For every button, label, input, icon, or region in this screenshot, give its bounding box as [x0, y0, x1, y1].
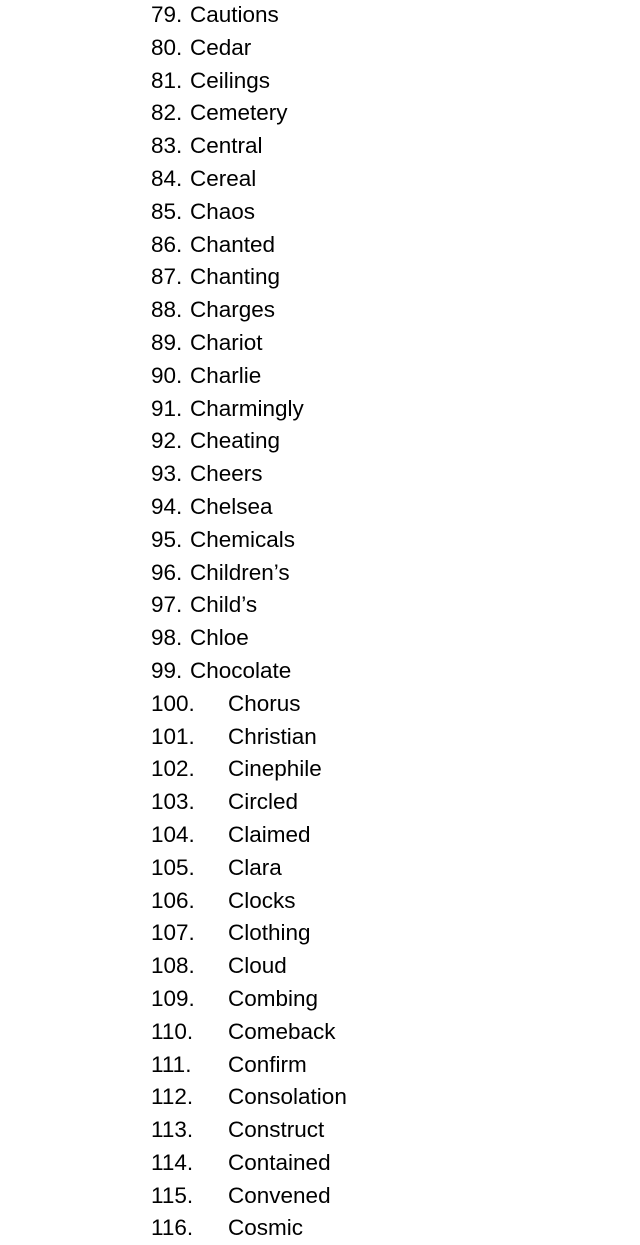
list-item — [0, 294, 640, 327]
list-item-word: Ceilings — [190, 67, 271, 93]
list-item-number: 88. — [151, 297, 183, 323]
list-item — [0, 753, 640, 786]
list-item-number: 95. — [151, 526, 183, 552]
list-item-number: 103. — [151, 789, 195, 815]
list-item — [0, 1049, 640, 1082]
list-item — [0, 589, 640, 622]
list-item — [0, 655, 640, 688]
list-item — [0, 393, 640, 426]
list-item — [0, 688, 640, 721]
list-item-number: 111. — [151, 1051, 192, 1077]
list-item-word: Chanted — [190, 231, 276, 257]
list-item-number: 89. — [151, 329, 183, 355]
list-item-number: 109. — [151, 985, 195, 1011]
list-item — [0, 819, 640, 852]
list-item-number: 100. — [151, 690, 195, 716]
list-item — [0, 360, 640, 393]
list-item-number: 83. — [151, 133, 183, 159]
list-item — [0, 458, 640, 491]
list-item-word: Child’s — [190, 592, 258, 618]
list-item — [0, 721, 640, 754]
list-item-word: Cloud — [228, 953, 287, 979]
list-item-word: Cereal — [190, 165, 257, 191]
list-item-number: 91. — [151, 395, 183, 421]
list-item — [0, 1081, 640, 1114]
list-item-word: Central — [190, 133, 263, 159]
list-item-number: 94. — [151, 493, 183, 519]
list-item-number: 110. — [151, 1018, 194, 1044]
list-item-word: Clothing — [228, 920, 311, 946]
list-item-word: Charlie — [190, 362, 262, 388]
list-item-word: Chaos — [190, 198, 256, 224]
list-item — [0, 196, 640, 229]
list-item-number: 80. — [151, 34, 183, 60]
list-item-number: 81. — [151, 67, 183, 93]
list-item-word: Cedar — [190, 34, 252, 60]
list-item-word: Circled — [228, 789, 299, 815]
list-item-number: 87. — [151, 264, 183, 290]
list-item — [0, 1180, 640, 1213]
list-item — [0, 1147, 640, 1180]
list-item-word: Construct — [228, 1117, 325, 1143]
list-item — [0, 97, 640, 130]
list-item — [0, 950, 640, 983]
list-item-word: Consolation — [228, 1084, 347, 1110]
list-item-word: Chanting — [190, 264, 281, 290]
list-item-number: 93. — [151, 461, 183, 487]
list-item — [0, 229, 640, 262]
list-item-number: 82. — [151, 100, 183, 126]
list-item-word: Chocolate — [190, 657, 292, 683]
list-item-word: Comeback — [228, 1018, 336, 1044]
list-item-number: 108. — [151, 953, 195, 979]
list-item — [0, 852, 640, 885]
list-item-word: Cheers — [190, 461, 263, 487]
list-item-word: Cinephile — [228, 756, 322, 782]
list-item — [0, 32, 640, 65]
list-item-word: Cosmic — [228, 1215, 304, 1241]
list-item — [0, 786, 640, 819]
list-item-word: Christian — [228, 723, 317, 749]
list-item-word: Chorus — [228, 690, 301, 716]
list-item — [0, 885, 640, 918]
list-item-number: 90. — [151, 362, 183, 388]
list-item-number: 96. — [151, 559, 183, 585]
list-item-word: Claimed — [228, 821, 311, 847]
list-item — [0, 622, 640, 655]
list-item — [0, 1016, 640, 1049]
list-item — [0, 163, 640, 196]
list-item-number: 105. — [151, 854, 195, 880]
list-item-word: Cautions — [190, 2, 279, 27]
list-item-word: Clara — [228, 854, 282, 880]
list-item-word: Children’s — [190, 559, 290, 585]
list-item-number: 99. — [151, 657, 183, 683]
list-item-number: 98. — [151, 625, 183, 651]
list-item-number: 86. — [151, 231, 183, 257]
list-item — [0, 1114, 640, 1147]
list-item-word: Chemicals — [190, 526, 296, 552]
list-item — [0, 983, 640, 1016]
list-item-number: 113. — [151, 1117, 194, 1143]
list-item-word: Contained — [228, 1149, 331, 1175]
list-item — [0, 261, 640, 294]
list-item-number: 92. — [151, 428, 183, 454]
list-item-number: 97. — [151, 592, 183, 618]
list-item — [0, 130, 640, 163]
list-item — [0, 65, 640, 98]
list-item-number: 115. — [151, 1182, 194, 1208]
list-item-word: Cheating — [190, 428, 281, 454]
list-item-word: Chelsea — [190, 493, 273, 519]
list-item-word: Clocks — [228, 887, 296, 913]
list-item-number: 102. — [151, 756, 195, 782]
list-item-number: 101. — [151, 723, 195, 749]
list-item-word: Chloe — [190, 625, 249, 651]
list-item-word: Charges — [190, 297, 276, 323]
list-item — [0, 0, 640, 32]
list-item-word: Combing — [228, 985, 319, 1011]
list-item-number: 106. — [151, 887, 195, 913]
list-item-number: 107. — [151, 920, 195, 946]
list-item-word: Cemetery — [190, 100, 288, 126]
list-item — [0, 557, 640, 590]
list-item — [0, 327, 640, 360]
list-item-number: 79. — [151, 2, 183, 27]
list-item-word: Charmingly — [190, 395, 304, 421]
list-item — [0, 917, 640, 950]
list-item-word: Confirm — [228, 1051, 307, 1077]
list-item-word: Convened — [228, 1182, 331, 1208]
list-item-number: 116. — [151, 1215, 194, 1241]
list-item-number: 84. — [151, 165, 183, 191]
list-item-number: 85. — [151, 198, 183, 224]
list-item — [0, 425, 640, 458]
list-item — [0, 491, 640, 524]
list-item-number: 112. — [151, 1084, 194, 1110]
list-item-number: 104. — [151, 821, 195, 847]
list-item-number: 114. — [151, 1149, 194, 1175]
list-item — [0, 524, 640, 557]
list-item-word: Chariot — [190, 329, 263, 355]
list-item — [0, 1212, 640, 1245]
